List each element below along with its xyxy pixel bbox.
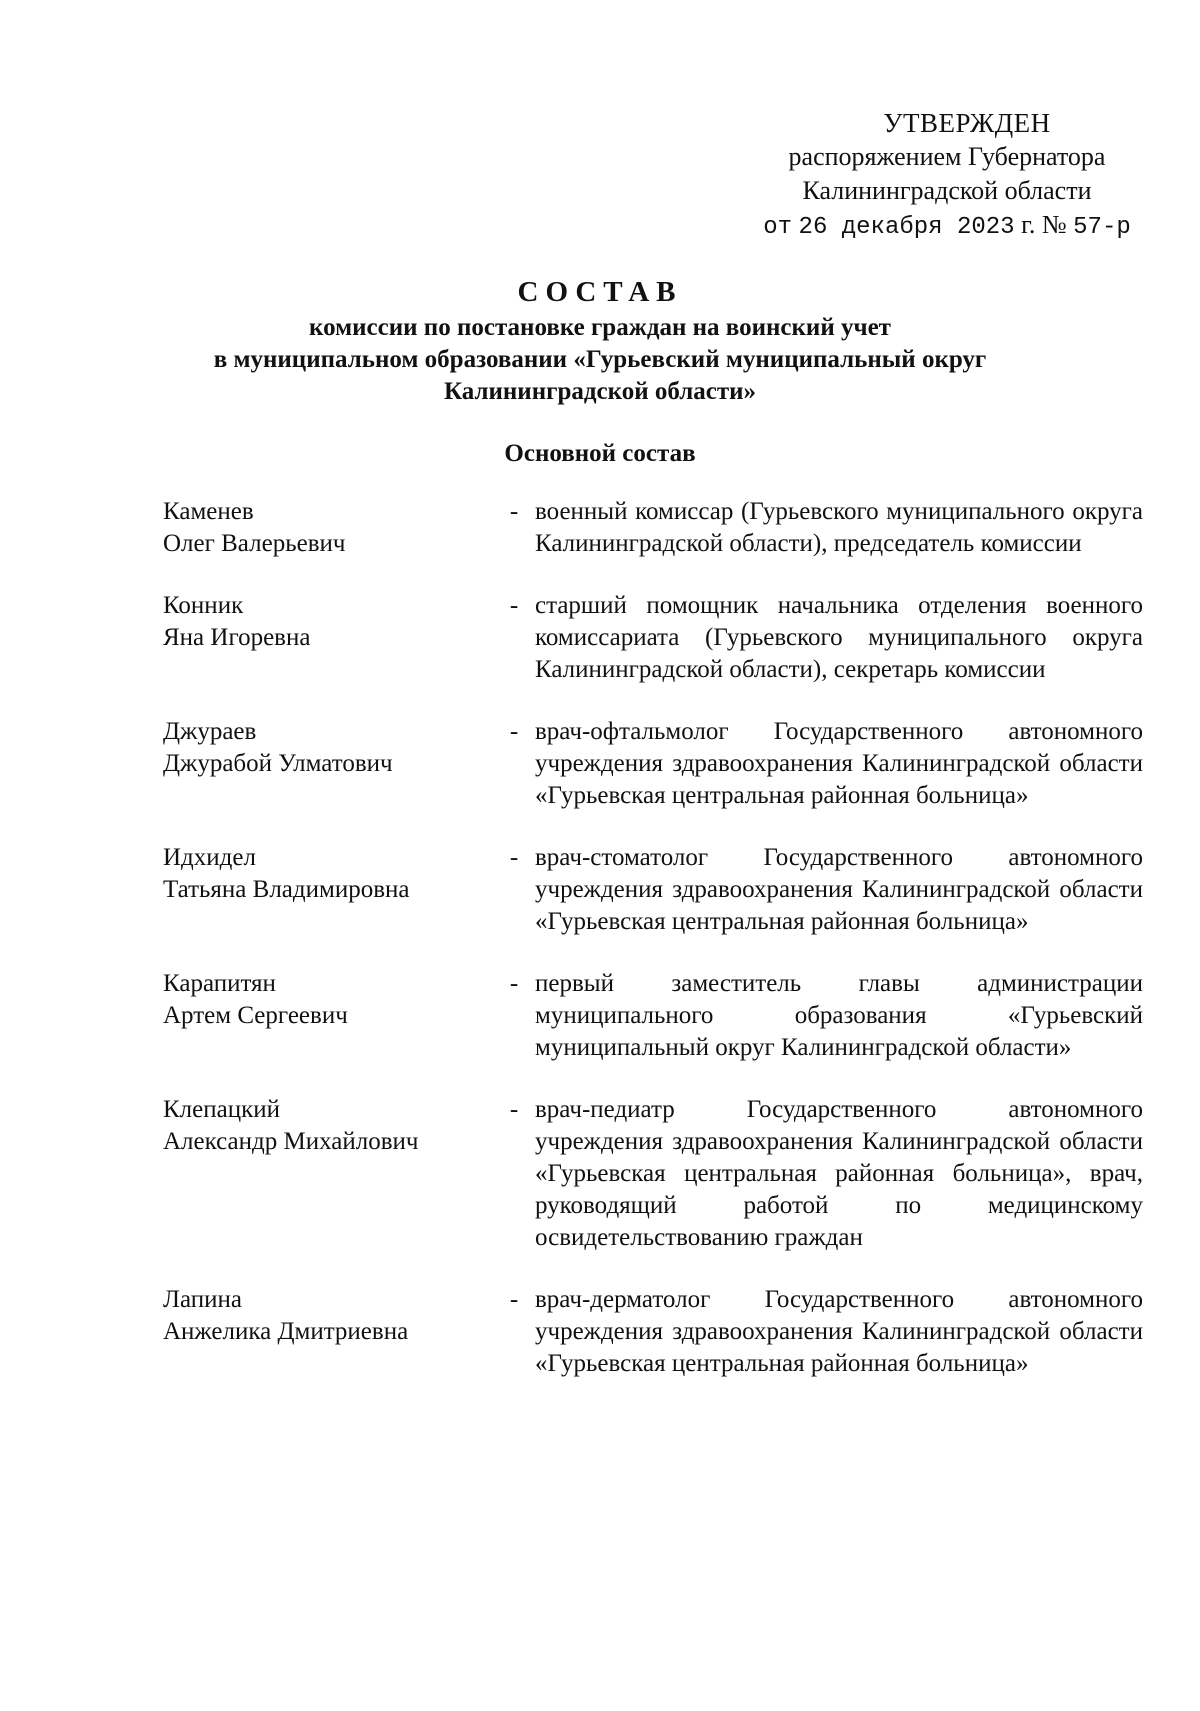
approval-stamp — [757, 106, 1137, 245]
approval-date-line — [757, 208, 1137, 245]
approval-year-suffix: г. № — [1021, 210, 1067, 239]
member-dash: - — [509, 1096, 519, 1123]
member-given-names: Джурабой Улматович — [163, 750, 393, 777]
member-entry — [163, 1284, 1143, 1380]
member-given-names: Артем Сергеевич — [163, 1002, 348, 1029]
member-dash: - — [509, 718, 519, 745]
member-surname: Лапина — [163, 1286, 242, 1313]
member-entry — [163, 968, 1143, 1064]
member-entry — [163, 496, 1143, 560]
member-surname: Каменев — [163, 498, 254, 525]
member-surname: Карапитян — [163, 970, 276, 997]
member-entry — [163, 1094, 1143, 1254]
member-role: старший помощник начальника отделения военного комиссариата (Гурьевского муниципального округа Калининградской области), секретарь комиссии — [535, 592, 1143, 683]
member-given-names: Александр Михайлович — [163, 1128, 419, 1155]
member-name — [163, 1094, 493, 1158]
member-dash: - — [509, 1286, 519, 1313]
title-line-2: в муниципальном образовании «Гурьевский муниципальный округ — [213, 346, 987, 373]
member-entry — [163, 716, 1143, 812]
member-entry — [163, 590, 1143, 686]
member-name — [163, 716, 493, 780]
approval-number: 57-р — [1073, 214, 1131, 241]
member-name — [163, 842, 493, 906]
members-list — [163, 496, 1143, 1410]
member-surname: Идхидел — [163, 844, 256, 871]
member-surname: Джураев — [163, 718, 257, 745]
approval-date-value: 26 декабря 2023 — [798, 214, 1015, 241]
member-surname: Конник — [163, 592, 244, 619]
member-given-names: Анжелика Дмитриевна — [163, 1318, 409, 1345]
section-heading: Основной состав — [504, 440, 696, 467]
member-name — [163, 1284, 493, 1348]
member-role: врач-педиатр Государственного автономного учреждения здравоохранения Калининградской области «Гурьевская центральная районная больница», врач, руководящий работой по медицинскому освидетельствованию граждан — [535, 1096, 1143, 1251]
member-given-names: Олег Валерьевич — [163, 530, 346, 557]
member-dash: - — [509, 498, 519, 525]
member-dash: - — [509, 592, 519, 619]
approval-line-2: Калининградской области — [802, 176, 1092, 205]
member-role: врач-офтальмолог Государственного автономного учреждения здравоохранения Калининградской области «Гурьевская центральная районная больница» — [535, 718, 1143, 809]
document-title-block — [100, 274, 1100, 408]
member-role: первый заместитель главы администрации муниципального образования «Гурьевский муниципальный округ Калининградской области» — [535, 970, 1143, 1061]
title-line-3: Калининградской области» — [443, 378, 757, 405]
member-name — [163, 968, 493, 1032]
member-role: военный комиссар (Гурьевского муниципального округа Калининградской области), председатель комиссии — [535, 498, 1143, 557]
member-surname: Клепацкий — [163, 1096, 281, 1123]
approval-date-prefix: от — [763, 214, 793, 241]
document-title: СОСТАВ — [517, 276, 683, 308]
member-entry — [163, 842, 1143, 938]
approval-line-1: распоряжением Губернатора — [788, 142, 1106, 171]
member-given-names: Татьяна Владимировна — [163, 876, 410, 903]
member-role: врач-стоматолог Государственного автономного учреждения здравоохранения Калининградской области «Гурьевская центральная районная больница» — [535, 844, 1143, 935]
member-given-names: Яна Игоревна — [163, 624, 311, 651]
title-line-1: комиссии по постановке граждан на воинский учет — [309, 314, 891, 341]
member-dash: - — [509, 844, 519, 871]
approval-title: УТВЕРЖДЕН — [883, 108, 1051, 138]
member-name — [163, 496, 493, 560]
member-dash: - — [509, 970, 519, 997]
member-name — [163, 590, 493, 654]
member-role: врач-дерматолог Государственного автономного учреждения здравоохранения Калининградской области «Гурьевская центральная районная больница» — [535, 1286, 1143, 1377]
